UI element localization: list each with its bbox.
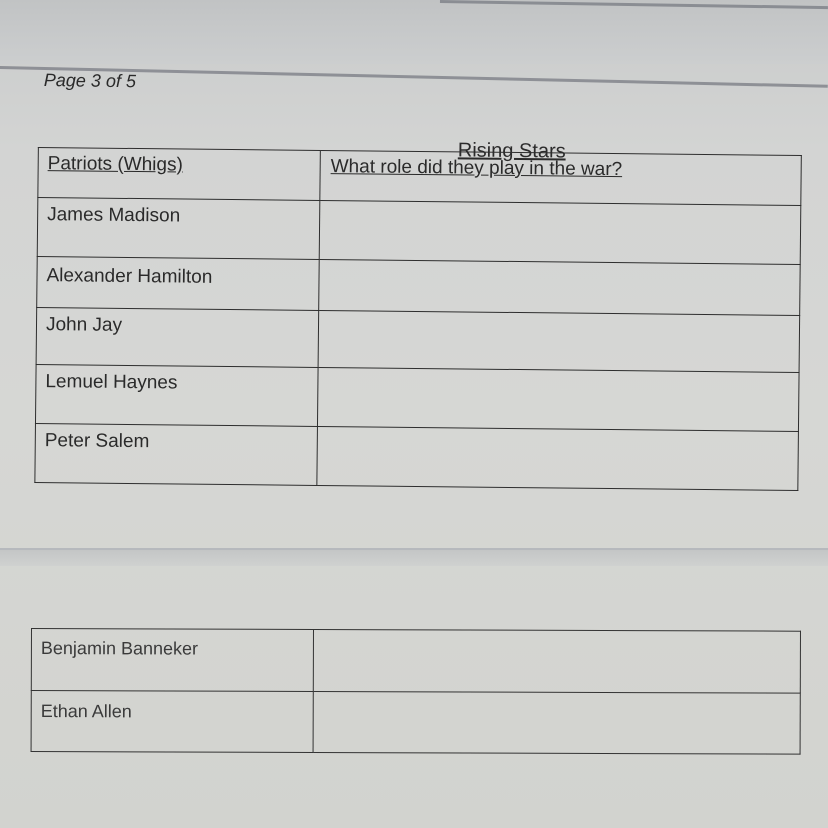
column-header-role-label: What role did they play in the war? bbox=[330, 156, 623, 181]
page-number: Page 3 of 5 bbox=[43, 70, 137, 92]
table-row bbox=[31, 691, 800, 755]
patriot-name-cell: James Madison bbox=[37, 198, 320, 260]
role-answer-cell[interactable] bbox=[317, 426, 799, 490]
patriot-name-cell: Alexander Hamilton bbox=[37, 256, 320, 310]
table-row bbox=[35, 364, 799, 431]
column-header-patriots-label: Patriots (Whigs) bbox=[47, 153, 183, 176]
page-break bbox=[0, 548, 828, 566]
column-header-patriots bbox=[38, 148, 321, 201]
role-answer-cell[interactable] bbox=[319, 259, 801, 315]
table-row bbox=[35, 423, 799, 490]
patriots-table bbox=[34, 147, 801, 491]
table-header-row bbox=[38, 148, 801, 206]
worksheet-continuation bbox=[31, 628, 803, 753]
patriot-name-cell: Peter Salem bbox=[35, 423, 318, 485]
worksheet-section bbox=[34, 135, 808, 503]
role-answer-cell[interactable] bbox=[313, 629, 800, 693]
column-header-role bbox=[320, 150, 801, 205]
table-row bbox=[37, 198, 801, 265]
patriot-name-cell: Benjamin Banneker bbox=[31, 629, 313, 692]
page-background-top bbox=[0, 0, 828, 64]
table-row bbox=[36, 307, 800, 372]
table-row bbox=[31, 629, 800, 694]
role-answer-cell[interactable] bbox=[317, 367, 799, 431]
role-answer-cell[interactable] bbox=[313, 691, 800, 754]
table-row bbox=[37, 256, 800, 315]
patriot-name-cell: Ethan Allen bbox=[31, 691, 313, 753]
patriot-name-cell: John Jay bbox=[36, 307, 319, 367]
patriot-name-cell: Lemuel Haynes bbox=[35, 364, 318, 426]
patriots-table-continued bbox=[31, 628, 801, 755]
section-title: Rising Stars bbox=[457, 139, 566, 163]
role-answer-cell[interactable] bbox=[318, 310, 800, 372]
role-answer-cell[interactable] bbox=[319, 200, 801, 264]
